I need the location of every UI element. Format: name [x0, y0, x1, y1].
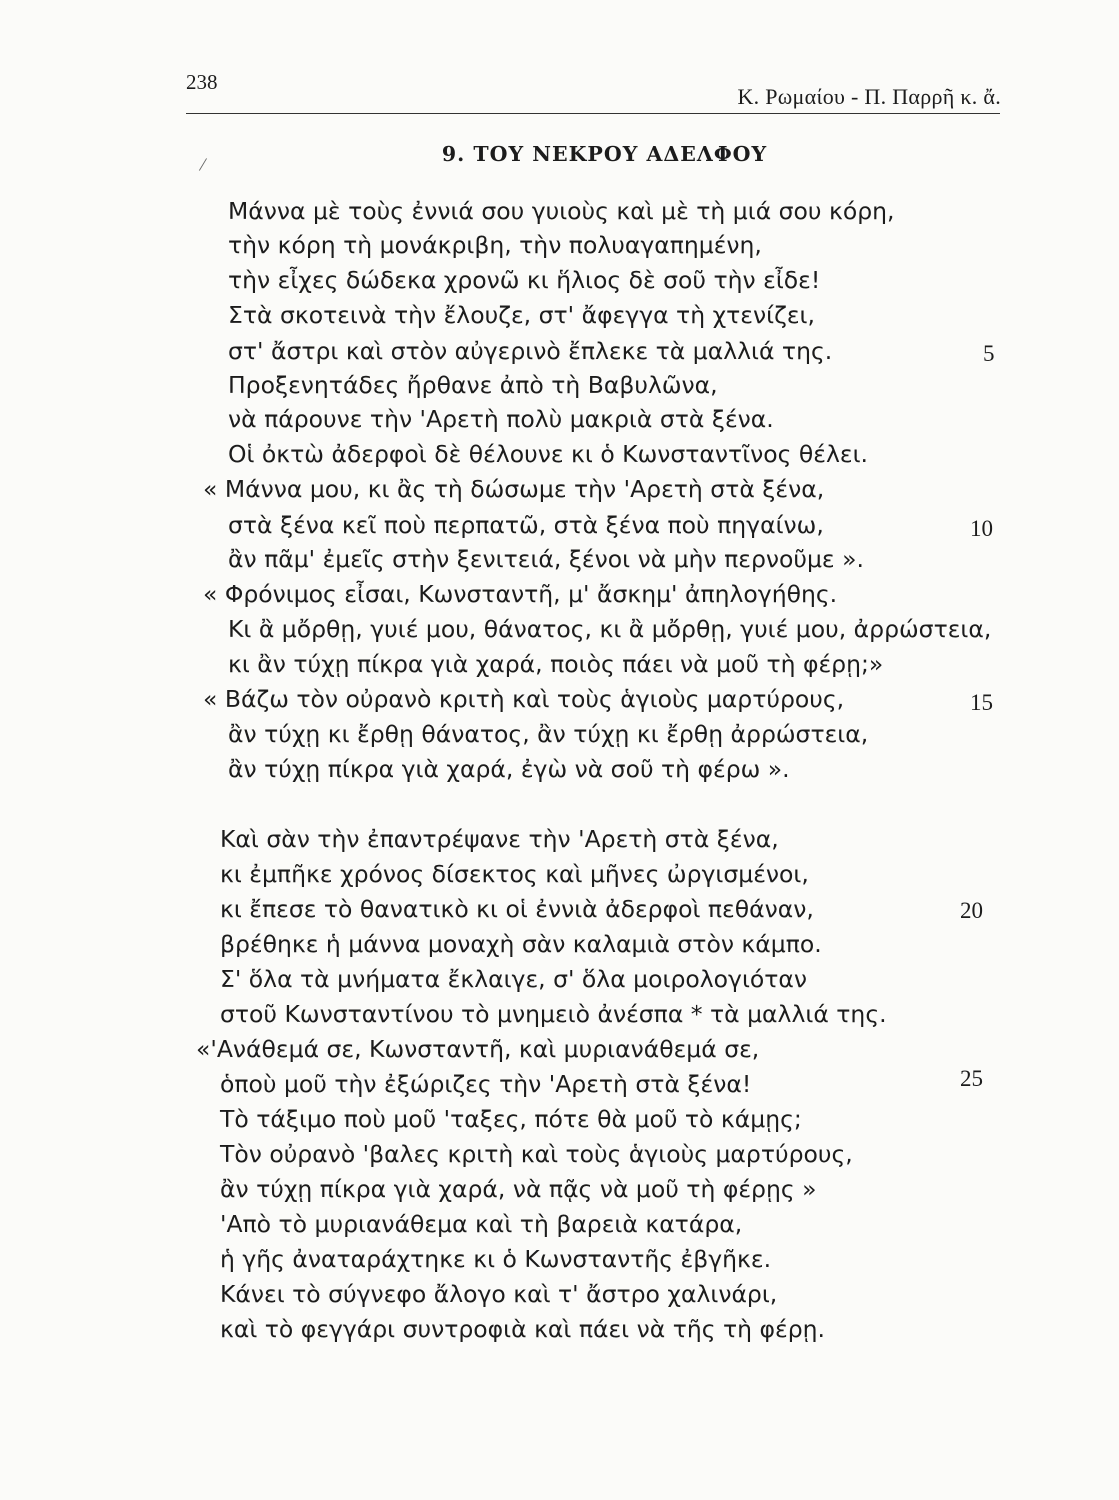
verse-line: ἂν τύχῃ πίκρα γιὰ χαρά, ἐγὼ νὰ σοῦ τὴ φέρω ». [228, 755, 790, 783]
verse-line: τὴν κόρη τὴ μονάκριβη, τὴν πολυαγαπημένη, [228, 231, 762, 259]
verse-line: καὶ τὸ φεγγάρι συντροφιὰ καὶ πάει νὰ τῆς τὴ φέρῃ. [220, 1315, 825, 1343]
verse-line: Κάνει τὸ σύγνεφο ἄλογο καὶ τ' ἄστρο χαλινάρι, [220, 1280, 778, 1308]
verse-line: νὰ πάρουνε τὴν 'Αρετὴ πολὺ μακριὰ στὰ ξένα. [228, 405, 774, 433]
verse-line: « Βάζω τὸν οὐρανὸ κριτὴ καὶ τοὺς ἁγιοὺς μαρτύρους, [203, 685, 845, 713]
line-number: 10 [970, 516, 993, 541]
header-rule [186, 113, 1000, 114]
verse-line: ἂν πᾶμ' ἐμεῖς στὴν ξενιτειά, ξένοι νὰ μὴν περνοῦμε ». [228, 545, 864, 573]
verse-line: κι ἐμπῆκε χρόνος δίσεκτος καὶ μῆνες ὠργισμένοι, [220, 860, 809, 888]
verse-line: στ' ἄστρι καὶ στὸν αὐγερινὸ ἔπλεκε τὰ μαλλιά της. [228, 337, 833, 365]
verse-line: « Φρόνιμος εἶσαι, Κωνσταντῆ, μ' ἄσκημ' ἀπηλογήθης. [203, 580, 838, 608]
verse-line: Κι ἂ μὄρθῃ, γυιέ μου, θάνατος, κι ἂ μὄρθῃ, γυιέ μου, ἀρρώστεια, [228, 615, 992, 643]
verse-line: ἂν τύχῃ πίκρα γιὰ χαρά, νὰ πᾷς νὰ μοῦ τὴ φέρῃς » [220, 1175, 817, 1203]
verse-line: κι ἔπεσε τὸ θανατικὸ κι οἱ ἐννιὰ ἀδερφοὶ πεθάναν, [220, 895, 814, 923]
verse-line: κι ἂν τύχῃ πίκρα γιὰ χαρά, ποιὸς πάει νὰ μοῦ τὴ φέρῃ;» [228, 650, 884, 678]
line-number: 5 [983, 341, 995, 366]
line-number: 20 [960, 898, 983, 923]
verse-line: Οἱ ὀκτὼ ἀδερφοὶ δὲ θέλουνε κι ὁ Κωνσταντῖνος θέλει. [228, 440, 869, 468]
verse-line: ἡ γῆς ἀναταράχτηκε κι ὁ Κωνσταντῆς ἐβγῆκε. [220, 1245, 772, 1273]
verse-line: «'Ανάθεμά σε, Κωνσταντῆ, καὶ μυριανάθεμά σε, [196, 1035, 760, 1063]
verse-line: στὰ ξένα κεῖ ποὺ περπατῶ, στὰ ξένα ποὺ πηγαίνω, [228, 511, 824, 539]
verse-line: Τὸ τάξιμο ποὺ μοῦ 'ταξες, πότε θὰ μοῦ τὸ κάμῃς; [220, 1105, 802, 1133]
verse-line: Τὸν οὐρανὸ 'βαλες κριτὴ καὶ τοὺς ἁγιοὺς μαρτύρους, [220, 1140, 853, 1168]
verse-line: βρέθηκε ἡ μάννα μοναχὴ σὰν καλαμιὰ στὸν κάμπο. [220, 930, 822, 958]
verse-line: Στὰ σκοτεινὰ τὴν ἔλουζε, στ' ἄφεγγα τὴ χτενίζει, [228, 301, 815, 329]
verse-line: 'Απὸ τὸ μυριανάθεμα καὶ τὴ βαρειὰ κατάρα, [220, 1210, 743, 1238]
verse-line: Προξενητάδες ἤρθανε ἀπὸ τὴ Βαβυλῶνα, [228, 371, 718, 399]
verse-line: ὁποὺ μοῦ τὴν ἐξώριζες τὴν 'Αρετὴ στὰ ξένα! [220, 1070, 752, 1098]
verse-line: τὴν εἶχες δώδεκα χρονῶ κι ἥλιος δὲ σοῦ τὴν εἶδε! [228, 266, 821, 294]
running-title: Κ. Ρωμαίου - Π. Παρρῆ κ. ἄ. [737, 84, 1001, 109]
verse-line: Σ' ὅλα τὰ μνήματα ἔκλαιγε, σ' ὅλα μοιρολογιόταν [220, 965, 808, 993]
verse-line: « Μάννα μου, κι ἂς τὴ δώσωμε τὴν 'Αρετὴ στὰ ξένα, [203, 475, 825, 503]
page-number: 238 [186, 70, 218, 94]
line-number: 15 [970, 690, 993, 715]
margin-mark: / [197, 153, 208, 177]
poem-title: 9. ΤΟΥ ΝΕΚΡΟΥ ΑΔΕΛΦΟΥ [441, 142, 768, 166]
verse-line: Καὶ σὰν τὴν ἐπαντρέψανε τὴν 'Αρετὴ στὰ ξένα, [220, 825, 779, 853]
line-number: 25 [960, 1066, 983, 1091]
verse-line: ἂν τύχῃ κι ἔρθῃ θάνατος, ἂν τύχῃ κι ἔρθῃ ἀρρώστεια, [228, 720, 869, 748]
verse-line: στοῦ Κωνσταντίνου τὸ μνημειὸ ἀνέσπα * τὰ μαλλιά της. [220, 1000, 887, 1028]
verse-line: Μάννα μὲ τοὺς ἐννιά σου γυιοὺς καὶ μὲ τὴ μιά σου κόρη, [228, 197, 895, 225]
